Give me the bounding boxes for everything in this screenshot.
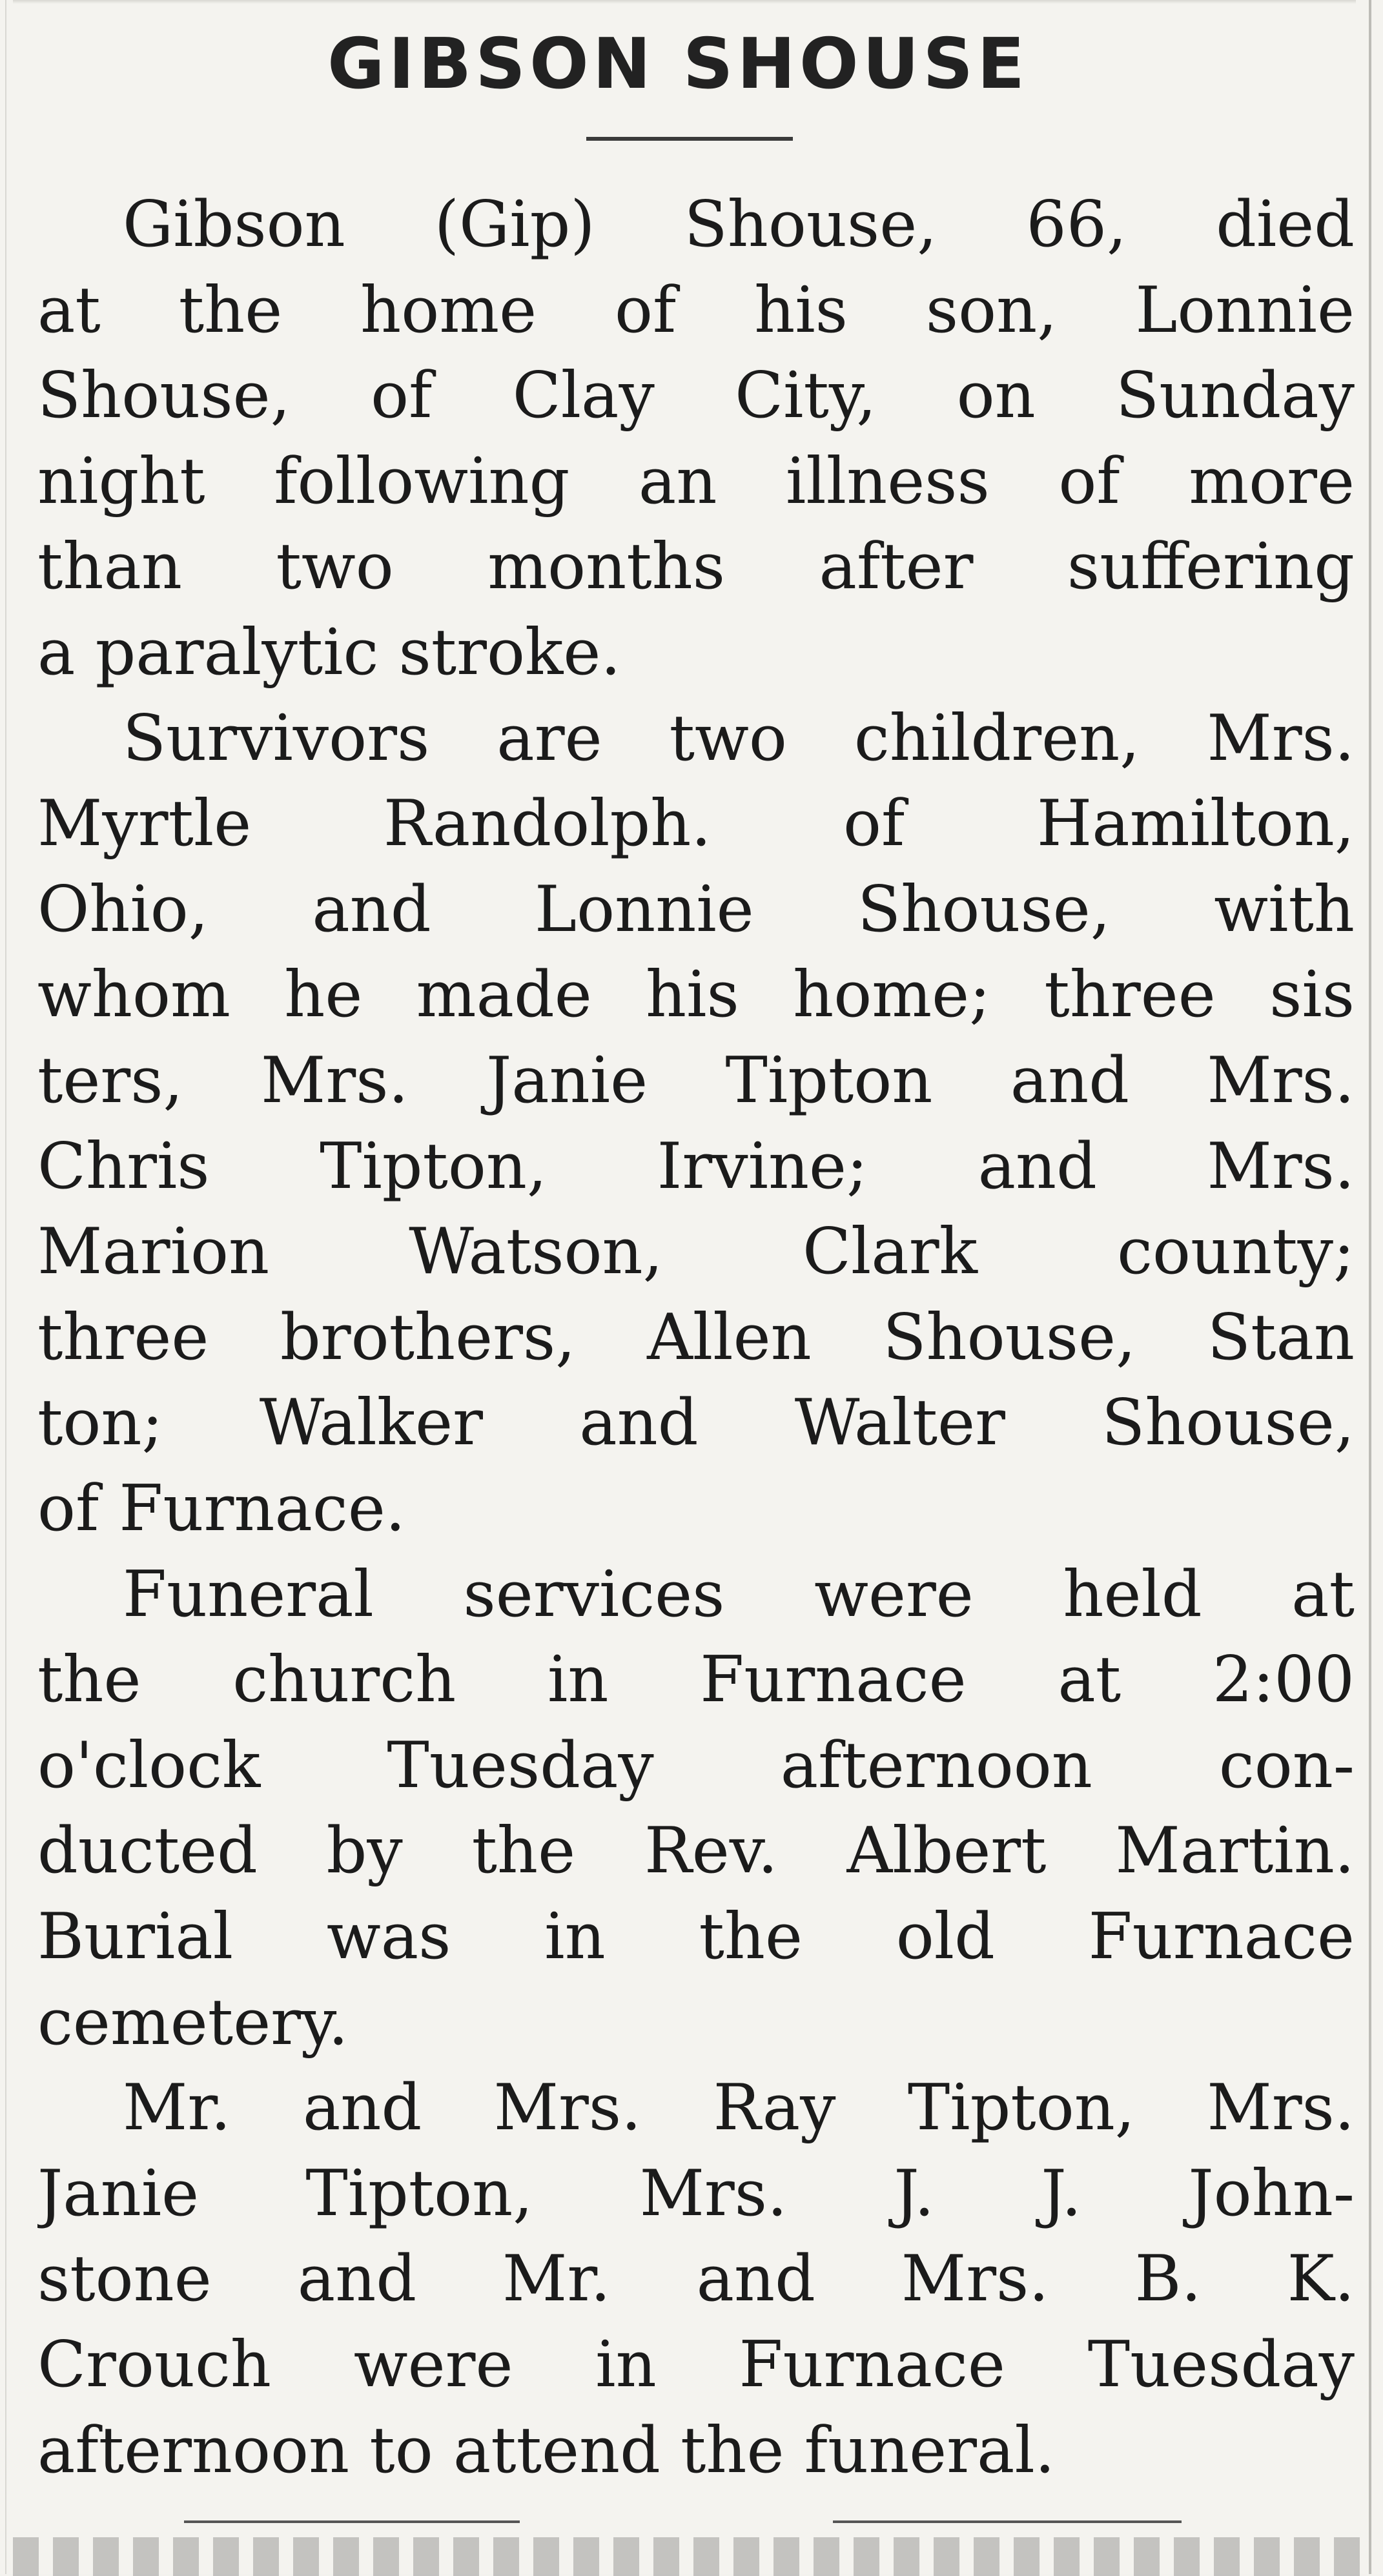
bottom-divider-right (833, 2520, 1182, 2523)
title-divider (586, 137, 793, 141)
article-line: the church in Furnace at 2:00 (37, 1643, 1355, 1717)
bottom-divider-left (184, 2520, 520, 2523)
article-line: o'clock Tuesday afternoon con- (37, 1728, 1355, 1803)
article-line: Survivors are two children, Mrs. (123, 701, 1355, 775)
article-line: at the home of his son, Lonnie (37, 273, 1355, 347)
top-column-rule (13, 0, 1356, 4)
article-line: whom he made his home; three sis (37, 958, 1355, 1032)
article-line: Funeral services were held at (123, 1557, 1355, 1631)
article-line: cemetery. (37, 1985, 349, 2060)
left-column-rule (5, 0, 6, 2574)
article-line: Janie Tipton, Mrs. J. J. John- (37, 2156, 1355, 2231)
article-line: Mr. and Mrs. Ray Tipton, Mrs. (123, 2071, 1355, 2145)
right-column-rule (1369, 0, 1371, 2574)
article-line: a paralytic stroke. (37, 616, 621, 690)
article-line: Chris Tipton, Irvine; and Mrs. (37, 1129, 1355, 1203)
article-line: Ohio, and Lonnie Shouse, with (37, 872, 1355, 946)
article-line: ducted by the Rev. Albert Martin. (37, 1814, 1355, 1888)
next-article-fragment (13, 2537, 1362, 2576)
article-line: Crouch were in Furnace Tuesday (37, 2328, 1355, 2402)
article-line: Myrtle Randolph. of Hamilton, (37, 787, 1355, 861)
article-line: afternoon to attend the funeral. (37, 2413, 1055, 2488)
article-line: ters, Mrs. Janie Tipton and Mrs. (37, 1044, 1355, 1118)
headline: GIBSON SHOUSE (327, 24, 1029, 105)
article-line: ton; Walker and Walter Shouse, (37, 1386, 1355, 1460)
article-line: stone and Mr. and Mrs. B. K. (37, 2242, 1355, 2316)
article-line: of Furnace. (37, 1472, 405, 1546)
article-line: Burial was in the old Furnace (37, 1900, 1355, 1974)
article-line: night following an illness of more (37, 444, 1355, 518)
article-line: Marion Watson, Clark county; (37, 1215, 1355, 1289)
article-line: Gibson (Gip) Shouse, 66, died (123, 188, 1355, 261)
article-line: three brothers, Allen Shouse, Stan (37, 1300, 1355, 1375)
article-line: Shouse, of Clay City, on Sunday (37, 359, 1355, 433)
article-line: than two months after suffering (37, 530, 1355, 604)
